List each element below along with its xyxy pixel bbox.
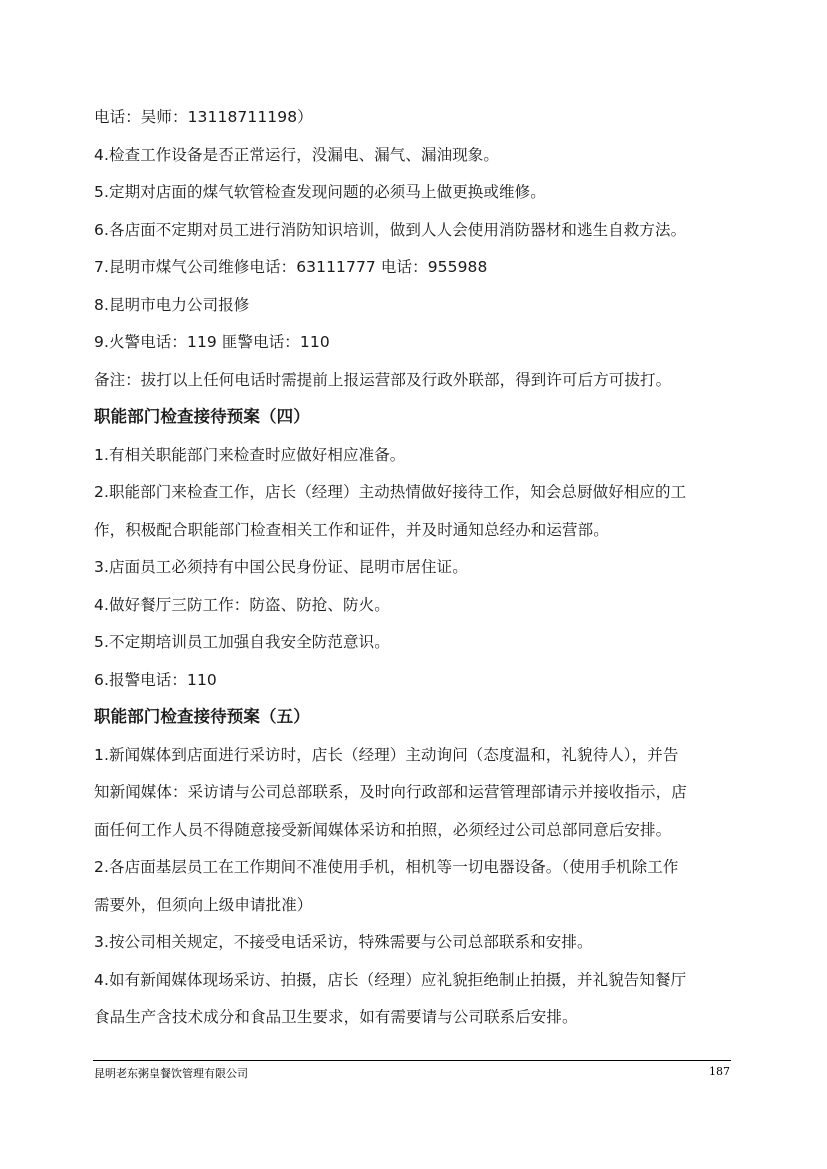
paragraph-line: 2.职能部门来检查工作，店长（经理）主动热情做好接待工作，知会总厨做好相应的工: [94, 483, 687, 501]
section-heading: 职能部门检查接待预案（五）: [94, 707, 310, 726]
paragraph-line: 作，积极配合职能部门检查相关工作和证件，并及时通知总经办和运营部。: [94, 520, 609, 539]
paragraph-line: 食品生产含技术成分和食品卫生要求，如有需要请与公司联系后安排。: [94, 1008, 578, 1026]
paragraph-line: 1.新闻媒体到店面进行采访时，店长（经理）主动询问（态度温和，礼貌待人），并告: [94, 745, 679, 764]
page-number: 187: [709, 1065, 730, 1078]
paragraph-line: 2.各店面基层员工在工作期间不准使用手机，相机等一切电器设备。（使用手机除工作: [94, 858, 679, 876]
paragraph-line: 6.各店面不定期对员工进行消防知识培训，做到人人会使用消防器材和逃生自救方法。: [94, 220, 687, 239]
section-heading: 职能部门检查接待预案（四）: [94, 407, 310, 426]
paragraph-line: 知新闻媒体：采访请与公司总部联系，及时向行政部和运营管理部请示并接收指示，店: [94, 783, 687, 801]
paragraph-line: 4.做好餐厅三防工作：防盗、防抢、防火。: [94, 595, 390, 614]
paragraph-line: 电话：吴师：13118711198）: [94, 108, 313, 126]
paragraph-line: 5.定期对店面的煤气软管检查发现问题的必须马上做更换或维修。: [94, 183, 546, 201]
paragraph-line: 8.昆明市电力公司报修: [94, 295, 250, 314]
paragraph-line: 3.店面员工必须持有中国公民身份证、昆明市居住证。: [94, 558, 468, 576]
paragraph-line: 需要外，但须向上级申请批准）: [94, 895, 313, 914]
footer-company-name: 昆明老东粥皇餐饮管理有限公司: [94, 1067, 248, 1080]
paragraph-line: 面任何工作人员不得随意接受新闻媒体采访和拍照，必须经过公司总部同意后安排。: [94, 820, 672, 839]
paragraph-line: 6.报警电话：110: [94, 670, 217, 689]
paragraph-line: 4.如有新闻媒体现场采访、拍摄，店长（经理）应礼貌拒绝制止拍摄，并礼貌告知餐厅: [94, 970, 687, 989]
paragraph-line: 5.不定期培训员工加强自我安全防范意识。: [94, 633, 390, 651]
paragraph-line: 备注：拔打以上任何电话时需提前上报运营部及行政外联部，得到许可后方可拔打。: [94, 370, 672, 389]
paragraph-line: 1.有相关职能部门来检查时应做好相应准备。: [94, 445, 406, 464]
paragraph-line: 3.按公司相关规定，不接受电话采访，特殊需要与公司总部联系和安排。: [94, 933, 593, 951]
paragraph-line: 9.火警电话：119 匪警电话：110: [94, 333, 330, 351]
paragraph-line: 4.检查工作设备是否正常运行，没漏电、漏气、漏油现象。: [94, 145, 499, 164]
document-body: [94, 104, 734, 1042]
paragraph-line: 7.昆明市煤气公司维修电话：63111777 电话：955988: [94, 258, 488, 276]
footer-divider: [93, 1060, 731, 1061]
